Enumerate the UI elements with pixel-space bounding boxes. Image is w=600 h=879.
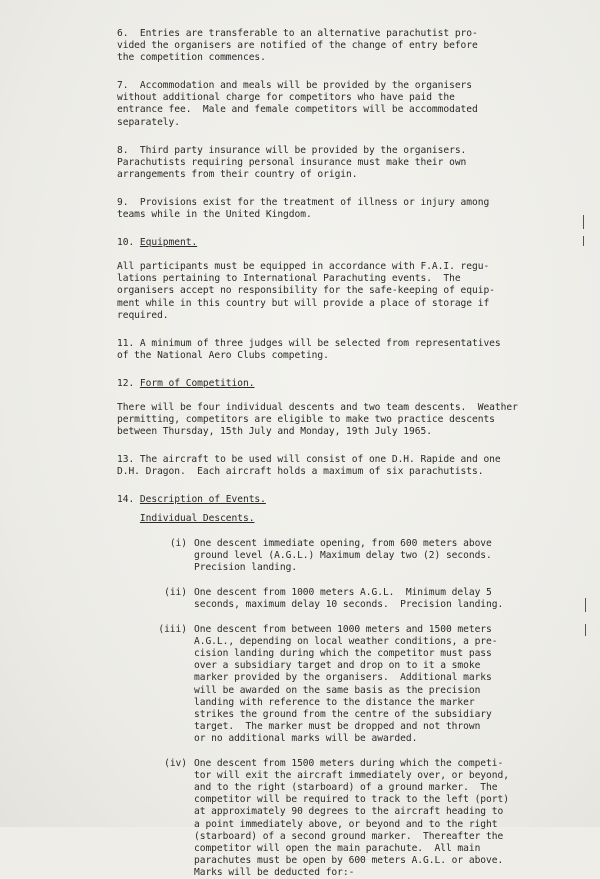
text-line: tor will exit the aircraft immediately over, or beyond, <box>194 770 509 782</box>
text-line: D.H. Dragon. Each aircraft holds a maximum of six parachutists. <box>117 466 484 478</box>
text-line: between Thursday, 15th July and Monday, 19th July 1965. <box>117 426 432 438</box>
subsection-title: Individual Descents. <box>139 512 255 524</box>
text-line: the competition commences. <box>117 52 266 64</box>
text-line: One descent from 1500 meters during which the competi- <box>194 758 504 770</box>
text-line: ground level (A.G.L.) Maximum delay two (2) seconds. <box>194 549 492 561</box>
section-title: Form of Competition. <box>139 377 255 389</box>
subsection-heading <box>117 513 537 525</box>
event-number: (iii) <box>158 624 187 636</box>
text-line: seconds, maximum delay 10 seconds. Precision landing. <box>194 599 504 610</box>
text-line: 8. Third party insurance will be provided by the organisers. <box>117 144 467 156</box>
text-line: marker provided by the organisers. Additional marks <box>194 672 492 684</box>
text-line: parachutes must be open by 600 meters A.G.L. or above. <box>194 854 504 866</box>
paragraph-9 <box>117 197 537 221</box>
text-line: at approximately 90 degrees to the aircraft heading to <box>194 806 504 818</box>
section-heading <box>117 494 537 506</box>
text-line: arrangements from their country of origin. <box>117 168 358 180</box>
text-line: entrance fee. Male and female competitors will be accommodated <box>117 104 478 116</box>
paragraph-8 <box>117 145 537 181</box>
text-line: or no additional marks will be awarded. <box>194 732 418 744</box>
section-number: 10. <box>117 237 140 249</box>
paragraph-6 <box>117 28 537 64</box>
text-line: lations pertaining to International Parachuting events. The <box>117 273 461 285</box>
paragraph-10 <box>117 237 537 322</box>
text-line: Precision landing. <box>194 561 298 573</box>
text-line: will be awarded on the same basis as the precision <box>194 684 481 696</box>
text-line: required. <box>117 309 169 321</box>
margin-mark <box>583 215 584 229</box>
text-line: There will be four individual descents and two team descents. Weather <box>117 401 518 413</box>
text-line: Marks will be deducted for:- <box>194 866 355 878</box>
text-line: One descent immediate opening, from 600 meters above <box>194 537 492 549</box>
text-line: landing with reference to the distance the marker <box>194 696 475 708</box>
event-item-iii <box>117 624 537 745</box>
text-line: 9. Provisions exist for the treatment of illness or injury among <box>117 196 490 208</box>
text-line: 11. A minimum of three judges will be selected from representatives <box>117 337 501 349</box>
text-line: organisers accept no responsibility for the safe-keeping of equip- <box>117 285 495 297</box>
text-line: permitting, competitors are eligible to make two practice descents <box>117 414 495 426</box>
text-line: separately. <box>117 116 180 128</box>
margin-mark <box>585 598 586 612</box>
document-text <box>117 28 537 879</box>
event-number: (iv) <box>164 758 187 770</box>
text-line: (starboard) of a second ground marker. Thereafter the <box>194 830 504 842</box>
text-line: vided the organisers are notified of the change of entry before <box>117 40 478 52</box>
event-item-ii <box>117 587 537 611</box>
section-number: 12. <box>117 377 140 389</box>
text-line: without additional charge for competitors who have paid the <box>117 92 455 104</box>
text-line: target. The marker must be dropped and not thrown <box>194 720 481 732</box>
text-line: One descent from 1000 meters A.G.L. Minimum delay 5 <box>194 586 492 598</box>
text-line: over a subsidiary target and drop on to it a smoke <box>194 660 481 672</box>
text-line: and to the right (starboard) of a ground marker. The <box>194 782 498 794</box>
margin-mark <box>583 236 584 246</box>
text-line: of the National Aero Clubs competing. <box>117 349 329 361</box>
text-line: cision landing during which the competitor must pass <box>194 648 492 660</box>
text-line: ment while in this country but will provide a place of storage if <box>117 297 490 309</box>
section-heading <box>117 237 537 249</box>
paragraph-14 <box>117 494 537 879</box>
paragraph-11 <box>117 338 537 362</box>
paragraph-7 <box>117 80 537 128</box>
text-line: 13. The aircraft to be used will consist of one D.H. Rapide and one <box>117 454 501 466</box>
event-number: (i) <box>169 537 187 549</box>
text-line: 6. Entries are transferable to an alternative parachutist pro- <box>117 28 478 39</box>
section-title: Equipment. <box>139 237 198 249</box>
text-line: One descent from between 1000 meters and 1500 meters <box>194 624 492 636</box>
text-line: Parachutists requiring personal insurance must make their own <box>117 156 467 168</box>
section-number: 14. <box>117 494 140 506</box>
event-number: (ii) <box>164 586 187 598</box>
section-title: Description of Events. <box>139 494 266 506</box>
text-line: competitor will be required to track to the left (port) <box>194 794 509 806</box>
margin-mark <box>585 624 586 636</box>
text-line: 7. Accommodation and meals will be provided by the organisers <box>117 80 473 92</box>
text-line: teams while in the United Kingdom. <box>117 209 312 221</box>
text-line: A.G.L., depending on local weather conditions, a pre- <box>194 636 498 648</box>
event-item-iv <box>117 758 537 879</box>
text-line: All participants must be equipped in accordance with F.A.I. regu- <box>117 261 490 273</box>
paragraph-13 <box>117 454 537 478</box>
text-line: strikes the ground from the centre of the subsidiary <box>194 708 492 720</box>
text-line: competitor will open the main parachute. All main <box>194 842 481 854</box>
event-item-i <box>117 538 537 574</box>
text-line: a point immediately above, or beyond and to the right <box>194 818 498 830</box>
section-heading <box>117 378 537 390</box>
paragraph-12 <box>117 378 537 438</box>
